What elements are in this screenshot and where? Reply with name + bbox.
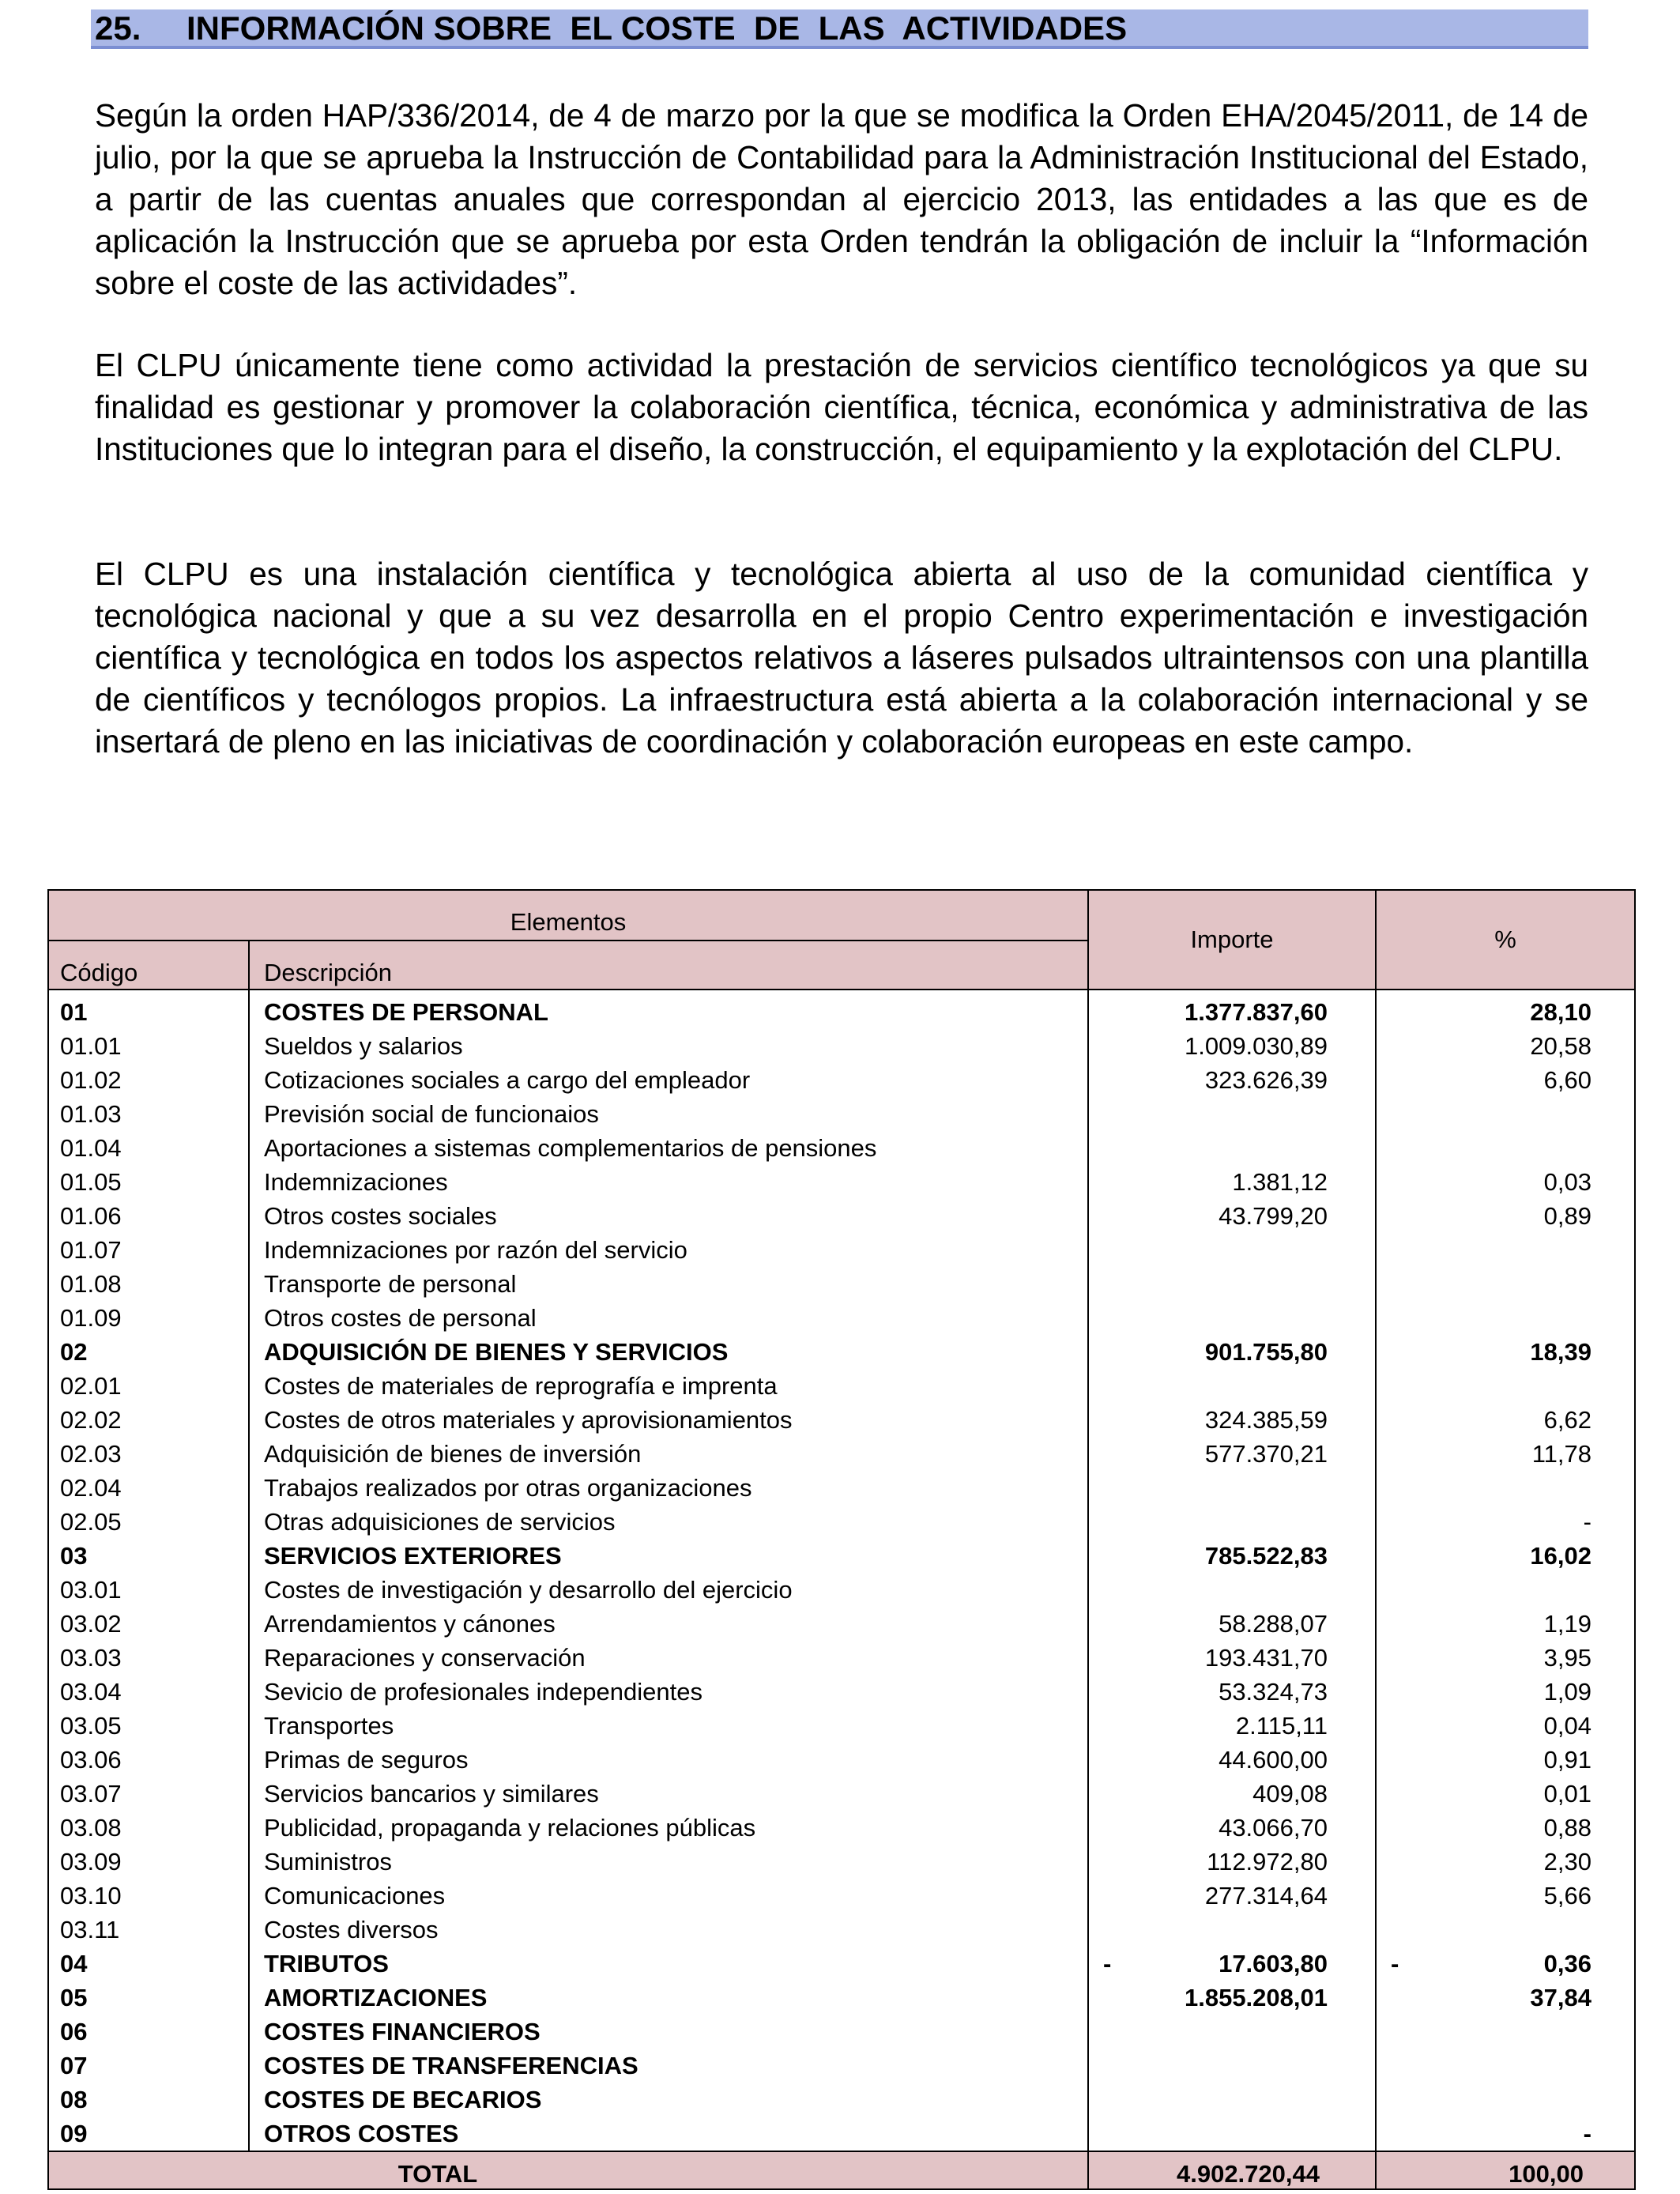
row-code [48,1845,249,1879]
row-description [249,1539,1088,1573]
row-percent-value: 16,02 [1530,1542,1591,1570]
row-code-value: 03.04 [60,1678,122,1706]
row-code-value: 03.03 [60,1644,122,1672]
table-row [48,1233,1635,1267]
row-importe [1088,1471,1376,1505]
table-body [48,990,1635,2151]
paragraph-3: El CLPU es una instalación científica y tecnológica abierta al uso de la comunidad científica y tecnológica nacional y que a su vez desarrolla en el propio Centro experimentación e investigación científica y tecnológica en todos los aspectos relativos a láseres pulsados ultraintensos con una plantilla de científicos y tecnólogos propios. La infraestructura está abierta a la colaboración internacional y se insertará de pleno en las iniciativas de coordinación y colaboración europeas en este campo. [95,556,1588,760]
row-description-value: Otras adquisiciones de servicios [264,1508,616,1536]
section-heading [91,9,1588,49]
section-number: 25. [95,9,141,47]
row-code-value: 03.01 [60,1576,122,1604]
row-code [48,1743,249,1777]
table-row [48,1539,1635,1573]
row-percent [1376,2049,1635,2083]
row-percent [1376,1573,1635,1607]
header-elementos: Elementos [48,890,1088,941]
row-importe-value: 1.381,12 [1232,1168,1328,1196]
row-code-value: 07 [60,2052,88,2079]
row-description-value: OTROS COSTES [264,2120,459,2147]
row-code-value: 05 [60,1984,88,2011]
row-importe-value: 1.855.208,01 [1184,1984,1328,2011]
row-code [48,1369,249,1403]
row-description-value: COSTES DE PERSONAL [264,998,548,1026]
row-percent-value: 3,95 [1543,1644,1591,1672]
row-description-value: Publicidad, propaganda y relaciones públicas [264,1814,756,1842]
row-percent [1376,1301,1635,1335]
row-percent [1376,1165,1635,1199]
row-importe [1088,1743,1376,1777]
row-percent-value: 37,84 [1530,1984,1591,2011]
row-code-value: 03.07 [60,1780,122,1808]
row-percent [1376,1131,1635,1165]
row-description [249,1947,1088,1981]
row-importe [1088,1199,1376,1233]
row-description-value: Trabajos realizados por otras organizaciones [264,1474,752,1502]
row-description [249,1301,1088,1335]
row-code [48,1947,249,1981]
row-percent [1376,1947,1635,1981]
row-code-value: 02.05 [60,1508,122,1536]
row-code [48,1879,249,1913]
row-code-value: 03.10 [60,1882,122,1909]
row-description [249,1743,1088,1777]
row-description-value: Sevicio de profesionales independientes [264,1678,703,1706]
negative-sign: - [1103,1950,1112,1977]
total-row [48,2151,1635,2189]
row-description-value: COSTES FINANCIEROS [264,2018,541,2045]
row-importe [1088,1369,1376,1403]
row-percent-value: 0,04 [1543,1712,1591,1740]
row-description [249,1879,1088,1913]
row-importe [1088,1437,1376,1471]
table-row [48,1505,1635,1539]
row-percent [1376,1641,1635,1675]
row-code-value: 09 [60,2120,88,2147]
row-percent-value: 6,60 [1543,1066,1591,1094]
row-code [48,1403,249,1437]
table-row [48,1301,1635,1335]
row-importe-value: 58.288,07 [1219,1610,1328,1638]
row-description [249,2015,1088,2049]
row-code [48,1709,249,1743]
row-code-value: 03.08 [60,1814,122,1842]
row-code-value: 01.04 [60,1134,122,1162]
row-percent [1376,2083,1635,2117]
row-description [249,1981,1088,2015]
row-importe-value: 577.370,21 [1204,1440,1328,1468]
row-code [48,1097,249,1131]
row-description-value: Primas de seguros [264,1746,469,1774]
row-description [249,1369,1088,1403]
row-code [48,1471,249,1505]
row-percent-value: - [1583,2120,1591,2147]
row-importe-value: 17.603,80 [1219,1950,1328,1977]
row-description-value: Adquisición de bienes de inversión [264,1440,642,1468]
row-percent [1376,1335,1635,1369]
row-importe [1088,2083,1376,2117]
row-description [249,1675,1088,1709]
row-percent [1376,1539,1635,1573]
table-row [48,1471,1635,1505]
row-importe [1088,1981,1376,2015]
row-description [249,990,1088,1029]
row-code-value: 02.02 [60,1406,122,1434]
header-codigo: Código [48,941,249,990]
table-row [48,1165,1635,1199]
row-percent [1376,1063,1635,1097]
row-code-value: 02 [60,1338,88,1366]
table-row [48,1063,1635,1097]
row-description-value: COSTES DE TRANSFERENCIAS [264,2052,638,2079]
row-description-value: Otros costes sociales [264,1202,497,1230]
row-description [249,1063,1088,1097]
table-row [48,1573,1635,1607]
row-importe [1088,1505,1376,1539]
row-description [249,1097,1088,1131]
row-percent-value: 1,09 [1543,1678,1591,1706]
row-description-value: Servicios bancarios y similares [264,1780,599,1808]
row-percent [1376,1097,1635,1131]
row-description-value: Aportaciones a sistemas complementarios de pensiones [264,1134,877,1162]
row-code-value: 01.07 [60,1236,122,1264]
row-code [48,1301,249,1335]
row-description-value: Cotizaciones sociales a cargo del empleador [264,1066,751,1094]
table-row [48,1675,1635,1709]
table-row [48,1437,1635,1471]
row-importe-value: 193.431,70 [1204,1644,1328,1672]
row-description-value: Previsión social de funcionaios [264,1100,599,1128]
row-code [48,1063,249,1097]
row-importe [1088,1029,1376,1063]
row-percent [1376,1403,1635,1437]
row-importe-value: 112.972,80 [1207,1848,1328,1875]
table-row [48,1743,1635,1777]
row-code-value: 03.02 [60,1610,122,1638]
row-percent-value: 5,66 [1543,1882,1591,1909]
row-description [249,1505,1088,1539]
row-percent [1376,1437,1635,1471]
row-code [48,1641,249,1675]
row-code-value: 04 [60,1950,88,1977]
row-code [48,1811,249,1845]
row-description-value: Costes de otros materiales y aprovisionamientos [264,1406,793,1434]
row-code-value: 02.04 [60,1474,122,1502]
row-percent [1376,1369,1635,1403]
row-percent [1376,1981,1635,2015]
total-importe: 4.902.720,44 [1088,2151,1376,2189]
row-percent [1376,2117,1635,2151]
row-importe-value: 277.314,64 [1204,1882,1328,1909]
row-description [249,1131,1088,1165]
row-description [249,1437,1088,1471]
row-code-value: 02.03 [60,1440,122,1468]
table-row [48,1777,1635,1811]
row-code [48,1981,249,2015]
row-percent [1376,1267,1635,1301]
row-description [249,1777,1088,1811]
table-row [48,1097,1635,1131]
row-importe [1088,1131,1376,1165]
row-importe-value: 1.377.837,60 [1184,998,1328,1026]
row-code-value: 01.08 [60,1270,122,1298]
row-code-value: 01.02 [60,1066,122,1094]
row-code-value: 01.06 [60,1202,122,1230]
row-percent-value: 0,03 [1543,1168,1591,1196]
row-code [48,1505,249,1539]
row-percent [1376,1777,1635,1811]
row-code [48,1777,249,1811]
row-code [48,1437,249,1471]
table-row [48,1131,1635,1165]
row-description [249,2049,1088,2083]
row-description [249,1029,1088,1063]
row-percent [1376,1675,1635,1709]
row-code-value: 01.01 [60,1032,122,1060]
row-percent [1376,1845,1635,1879]
row-description [249,1199,1088,1233]
row-code-value: 06 [60,2018,88,2045]
row-code-value: 03.05 [60,1712,122,1740]
row-code [48,990,249,1029]
row-importe [1088,1573,1376,1607]
row-description-value: Costes diversos [264,1916,439,1943]
row-importe [1088,2049,1376,2083]
header-descripcion: Descripción [249,941,1088,990]
row-importe-value: 43.066,70 [1219,1814,1328,1842]
row-description-value: Indemnizaciones [264,1168,448,1196]
row-importe [1088,2015,1376,2049]
row-description-value: TRIBUTOS [264,1950,389,1977]
table-row [48,2015,1635,2049]
paragraph-1: Según la orden HAP/336/2014, de 4 de marzo por la que se modifica la Orden EHA/2045/2011, de 14 de julio, por la que se aprueba la Instrucción de Contabilidad para la Administración Institucional del Estado, a partir de las cuentas anuales que correspondan al ejercicio 2013, las entidades a las que es de aplicación la Instrucción que se aprueba por esta Orden tendrán la obligación de incluir la “Información sobre el coste de las actividades”. [95,97,1588,301]
row-description-value: Otros costes de personal [264,1304,537,1332]
row-code [48,1165,249,1199]
row-description-value: Reparaciones y conservación [264,1644,586,1672]
row-importe [1088,1777,1376,1811]
row-description [249,1709,1088,1743]
row-percent [1376,1879,1635,1913]
row-code-value: 01 [60,998,88,1026]
row-importe-value: 901.755,80 [1204,1338,1328,1366]
row-percent [1376,990,1635,1029]
row-code [48,1913,249,1947]
row-code [48,1131,249,1165]
cost-table [47,889,1636,2190]
table-row [48,1199,1635,1233]
row-importe [1088,1879,1376,1913]
row-percent-value: 0,89 [1543,1202,1591,1230]
row-importe [1088,1403,1376,1437]
row-description [249,1233,1088,1267]
row-code [48,2083,249,2117]
row-percent [1376,1607,1635,1641]
row-importe [1088,1165,1376,1199]
row-description [249,1573,1088,1607]
row-code [48,1335,249,1369]
row-percent-value: 0,01 [1543,1780,1591,1808]
table-row [48,1607,1635,1641]
section-title: INFORMACIÓN SOBRE EL COSTE DE LAS ACTIVIDADES [186,9,1128,47]
row-percent [1376,1029,1635,1063]
row-description [249,1267,1088,1301]
row-percent [1376,1199,1635,1233]
row-percent [1376,1233,1635,1267]
row-code [48,1675,249,1709]
table-row [48,1709,1635,1743]
row-importe [1088,1947,1376,1981]
table-row [48,1369,1635,1403]
row-code [48,1233,249,1267]
row-importe [1088,1811,1376,1845]
row-description [249,1335,1088,1369]
row-importe-value: 785.522,83 [1204,1542,1328,1570]
row-code [48,1573,249,1607]
row-importe-value: 44.600,00 [1219,1746,1328,1774]
row-code-value: 01.05 [60,1168,122,1196]
row-importe [1088,1539,1376,1573]
table-row [48,1403,1635,1437]
row-description [249,1165,1088,1199]
row-importe [1088,1267,1376,1301]
table-row [48,1335,1635,1369]
table-row [48,2117,1635,2151]
total-label: TOTAL [48,2151,1088,2189]
row-percent-value: 2,30 [1543,1848,1591,1875]
row-description-value: Arrendamientos y cánones [264,1610,556,1638]
row-code [48,2015,249,2049]
row-importe [1088,1607,1376,1641]
row-description [249,2083,1088,2117]
row-code-value: 01.09 [60,1304,122,1332]
table-row [48,1879,1635,1913]
row-importe [1088,1709,1376,1743]
row-importe-value: 324.385,59 [1204,1406,1328,1434]
row-code-value: 03 [60,1542,88,1570]
table-row [48,1811,1635,1845]
row-description [249,1913,1088,1947]
row-description-value: Transportes [264,1712,394,1740]
row-code-value: 02.01 [60,1372,122,1400]
row-description [249,1811,1088,1845]
row-percent-value: - [1583,1508,1591,1536]
row-importe [1088,990,1376,1029]
row-percent-value: 28,10 [1530,998,1591,1026]
row-code-value: 01.03 [60,1100,122,1128]
table-row [48,1845,1635,1879]
table-row [48,1267,1635,1301]
row-percent-value: 18,39 [1530,1338,1591,1366]
row-importe [1088,1335,1376,1369]
row-percent [1376,2015,1635,2049]
row-code [48,1539,249,1573]
row-code [48,1607,249,1641]
paragraph-2: El CLPU únicamente tiene como actividad la prestación de servicios científico tecnológicos ya que su finalidad es gestionar y promover la colaboración científica, técnica, económica y administrativa de las Instituciones que lo integran para el diseño, la construcción, el equipamiento y la explotación del CLPU. [95,347,1588,467]
row-code [48,1199,249,1233]
row-description-value: Comunicaciones [264,1882,446,1909]
row-importe-value: 323.626,39 [1204,1066,1328,1094]
row-importe-value: 409,08 [1252,1780,1328,1808]
row-percent-value: 0,88 [1543,1814,1591,1842]
row-percent-value: 11,78 [1531,1440,1591,1468]
row-description-value: Indemnizaciones por razón del servicio [264,1236,687,1264]
header-importe: Importe [1088,890,1376,990]
row-importe-value: 43.799,20 [1219,1202,1328,1230]
row-importe-value: 1.009.030,89 [1184,1032,1328,1060]
row-description-value: ADQUISICIÓN DE BIENES Y SERVICIOS [264,1338,729,1366]
row-importe [1088,1641,1376,1675]
row-description [249,1641,1088,1675]
row-description [249,1403,1088,1437]
header-percent: % [1376,890,1635,990]
row-importe [1088,1913,1376,1947]
row-percent [1376,1505,1635,1539]
row-importe [1088,1845,1376,1879]
table-row [48,2049,1635,2083]
row-importe [1088,1675,1376,1709]
row-description-value: AMORTIZACIONES [264,1984,488,2011]
row-description [249,2117,1088,2151]
row-percent [1376,1709,1635,1743]
table-row [48,1981,1635,2015]
row-code [48,2117,249,2151]
total-percent: 100,00 [1376,2151,1635,2189]
row-percent-value: 20,58 [1530,1032,1591,1060]
row-percent-value: 0,91 [1543,1746,1591,1774]
row-code-value: 08 [60,2086,88,2113]
row-description-value: COSTES DE BECARIOS [264,2086,542,2113]
row-percent [1376,1471,1635,1505]
row-description-value: Suministros [264,1848,392,1875]
row-percent [1376,1743,1635,1777]
row-percent [1376,1811,1635,1845]
row-percent-value: 0,36 [1543,1950,1591,1977]
row-code [48,1029,249,1063]
row-description-value: Transporte de personal [264,1270,517,1298]
row-description-value: Costes de materiales de reprografía e imprenta [264,1372,778,1400]
row-description-value: Sueldos y salarios [264,1032,463,1060]
row-percent-value: 1,19 [1543,1610,1591,1638]
row-code-value: 03.11 [60,1916,120,1943]
row-description [249,1845,1088,1879]
row-importe-value: 53.324,73 [1219,1678,1328,1706]
row-description [249,1607,1088,1641]
table-row [48,1029,1635,1063]
row-percent [1376,1913,1635,1947]
row-importe [1088,1063,1376,1097]
row-code [48,2049,249,2083]
row-percent-value: 6,62 [1543,1406,1591,1434]
row-description-value: Costes de investigación y desarrollo del ejercicio [264,1576,793,1604]
row-description [249,1471,1088,1505]
row-importe [1088,1301,1376,1335]
row-importe [1088,1233,1376,1267]
table-row [48,990,1635,1029]
row-importe-value: 2.115,11 [1235,1712,1328,1740]
table-row [48,1641,1635,1675]
row-importe [1088,1097,1376,1131]
table-row [48,2083,1635,2117]
row-description-value: SERVICIOS EXTERIORES [264,1542,562,1570]
row-importe [1088,2117,1376,2151]
row-code [48,1267,249,1301]
row-code-value: 03.06 [60,1746,122,1774]
table-row [48,1913,1635,1947]
table-row [48,1947,1635,1981]
negative-sign: - [1391,1950,1399,1977]
row-code-value: 03.09 [60,1848,122,1875]
